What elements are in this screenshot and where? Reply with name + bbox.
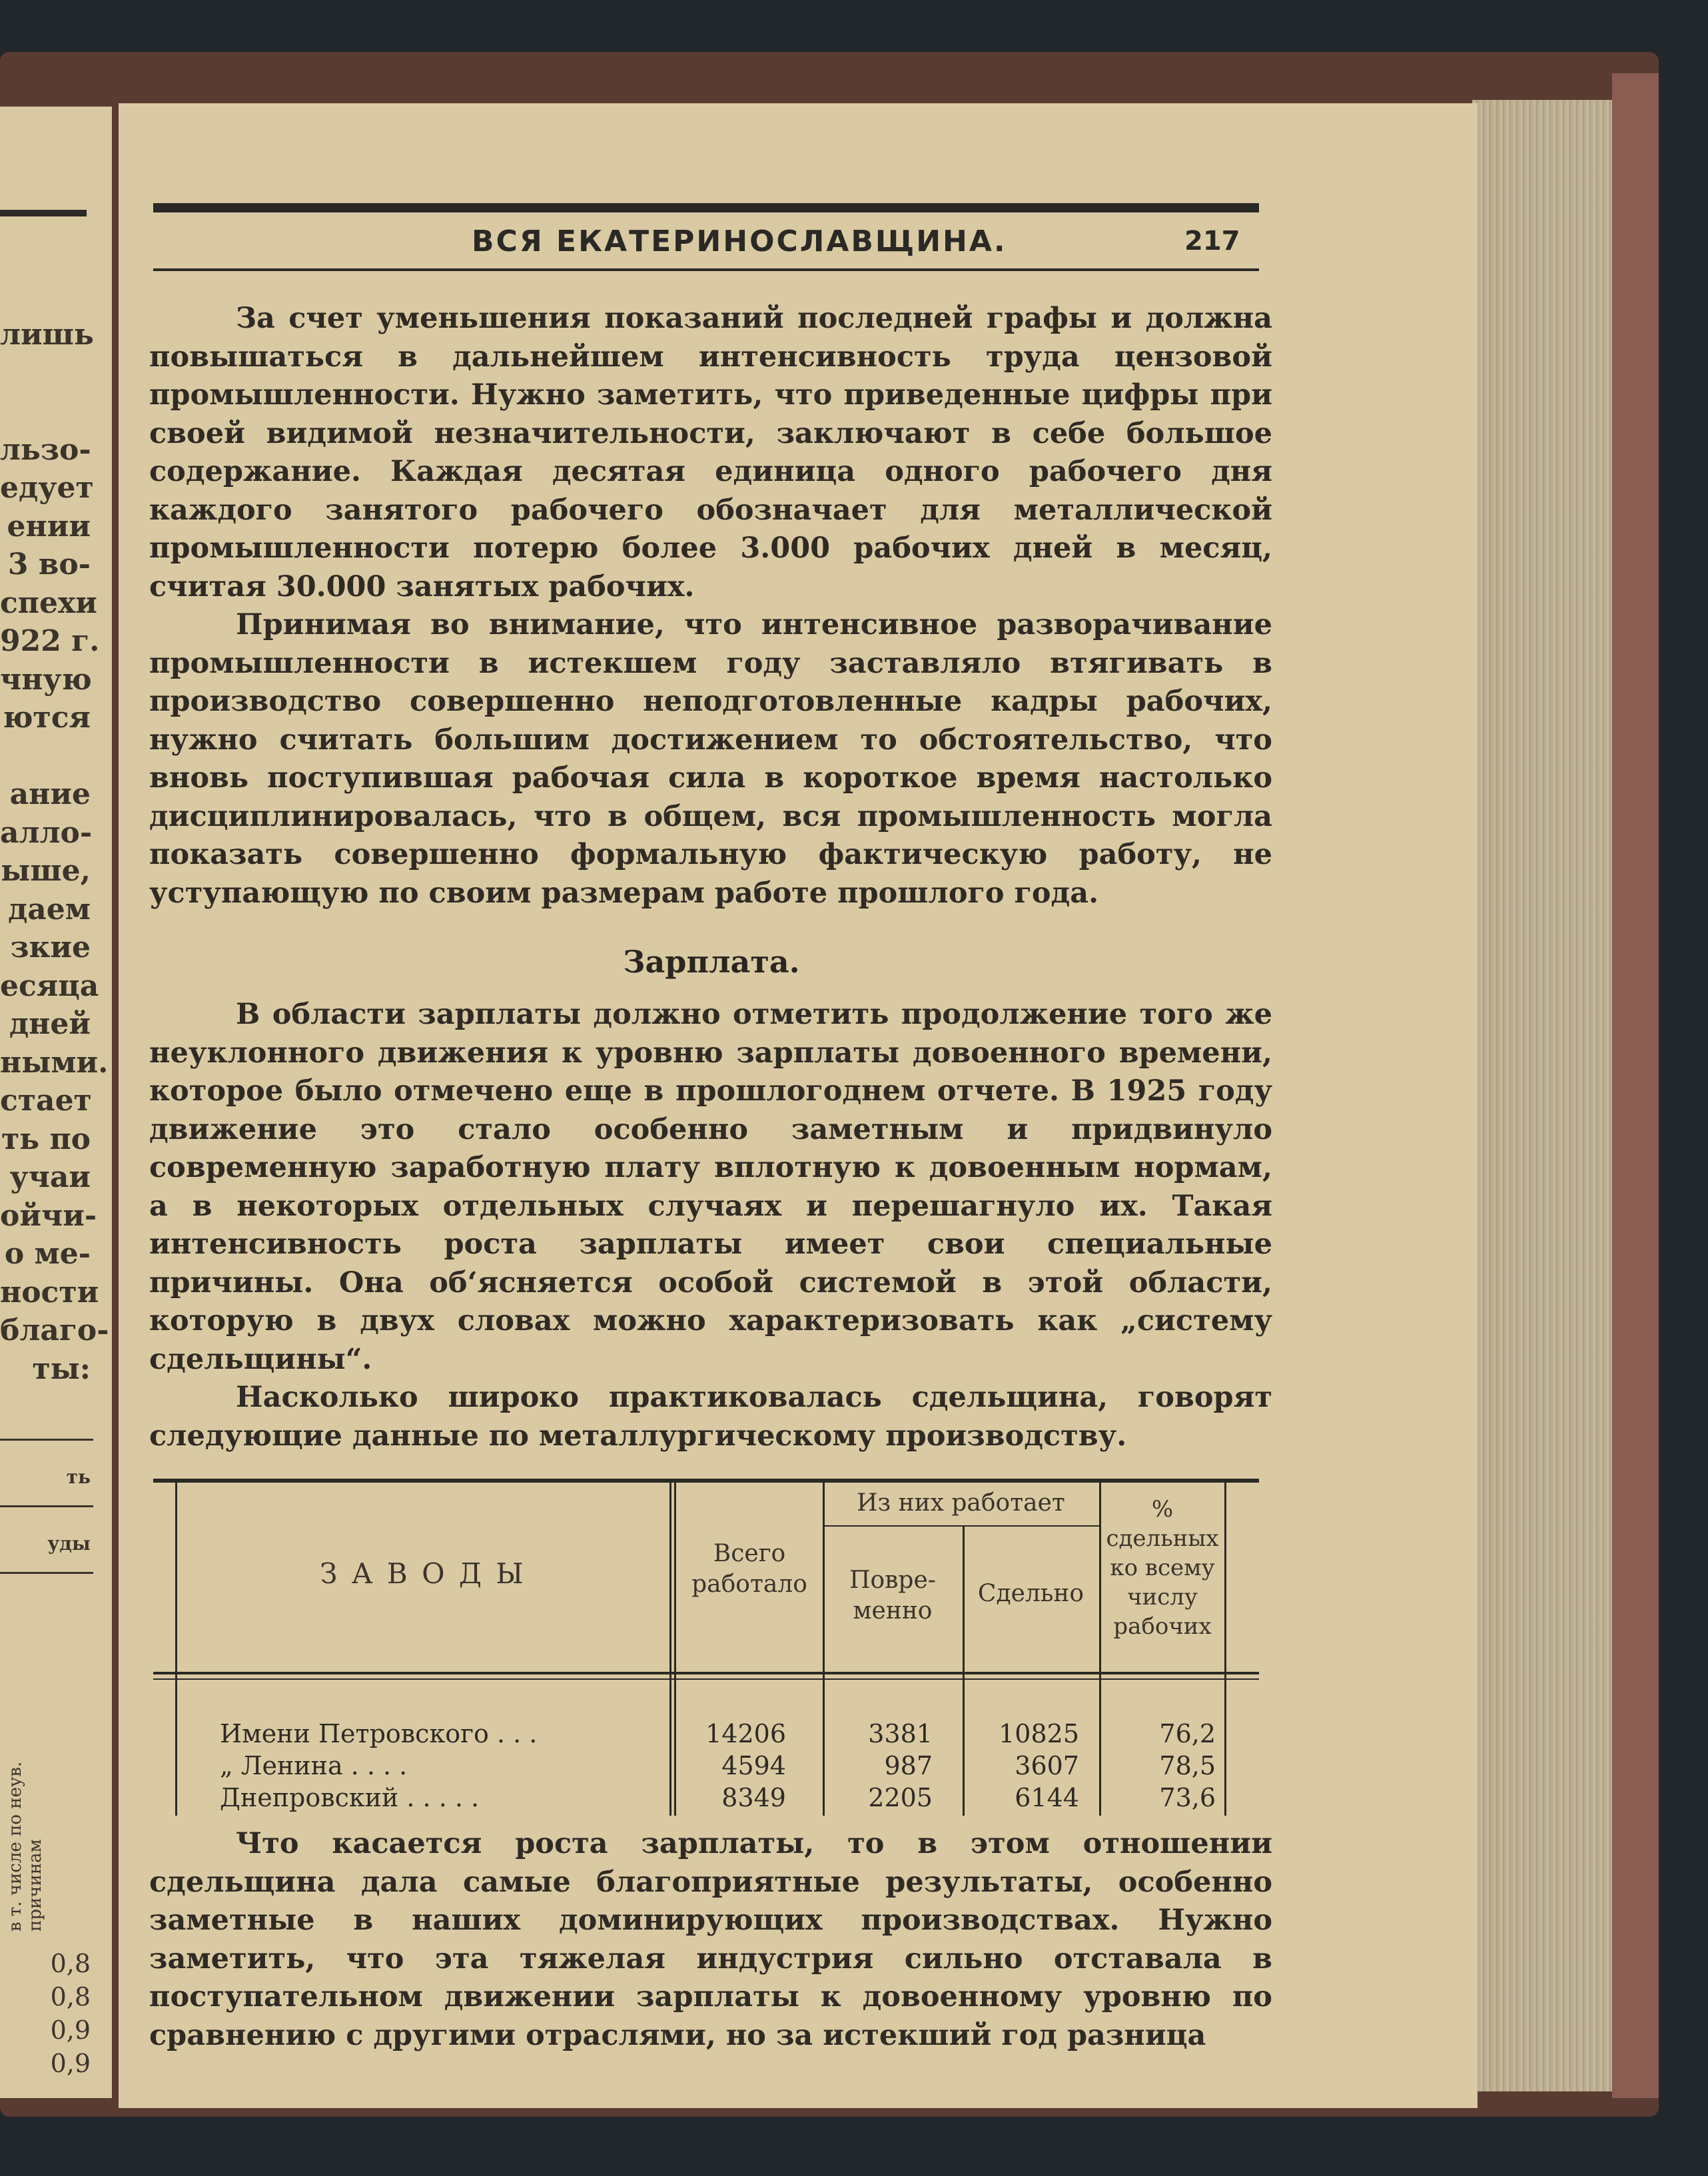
- left-page-line: спехи: [0, 585, 97, 620]
- left-table-rule: [0, 1439, 93, 1441]
- table-border: [175, 1483, 177, 1816]
- page-stack-edge: [1472, 100, 1612, 2091]
- left-table-label: уды: [47, 1533, 91, 1555]
- paragraph: Что касается роста зарплаты, то в этом отношении сдельщина дала самые благоприятные результаты, особенно заметные в наших доминирующих производствах. Нужно заметить, что эта тяжелая индустрия сильно отставала в поступательном движении зарплаты к довоенному уровню по сравнению с другими отраслями, но за истекший год разница: [149, 1827, 1272, 2052]
- header-rule: [153, 203, 1259, 212]
- left-page-line: учаи: [9, 1160, 91, 1194]
- cover-edge: [1612, 73, 1659, 2098]
- header-time: Повре-менно: [849, 1567, 936, 1625]
- header-percent: % сдельных ко всему числу рабочих: [1106, 1496, 1219, 1640]
- left-page-line: стает: [0, 1084, 92, 1118]
- left-header-rule: [0, 210, 87, 216]
- left-page-fragment: [0, 107, 112, 2098]
- left-page-line: ойчи-: [0, 1198, 97, 1233]
- running-head: ВСЯ ЕКАТЕРИНОСЛАВЩИНА.: [472, 224, 1007, 258]
- left-page-line: ности: [0, 1275, 99, 1309]
- left-page-line: лишь: [0, 318, 94, 352]
- book-page-217: [119, 103, 1478, 2108]
- table-cell-time: 3381: [868, 1719, 933, 1748]
- table-cell-percent: 76,2: [1159, 1719, 1216, 1748]
- table-border: [963, 1527, 965, 1816]
- paragraph: Принимая во внимание, что интенсивное разворачивание промышленности в истекшем году заставляло втягивать в производство совершенно неподготовленные кадры рабочих, нужно считать большим достижением то обстоятельство, что вновь поступившая рабочая сила в короткое время настолько дисциплинировалась, что в общем, вся промышленность могла показать совершенно формальную фактическую работу, не уступающую по своим размерам работе прошлого года.: [149, 608, 1272, 910]
- paragraph: За счет уменьшения показаний последней графы и должна повышаться в дальнейшем интенсивность труда цензовой промышленности. Нужно заметить, что приведенные цифры при своей видимой незначительности, заключают в себе большое содержание. Каждая десятая единица одного рабочего дня каждого занятого рабочего обозначает для металлической промышленности потерю более 3.000 рабочих дней в месяц, считая 30.000 занятых рабочих.: [149, 302, 1272, 603]
- left-page-line: о ме-: [4, 1237, 91, 1271]
- table-cell-total: 14206: [705, 1719, 786, 1748]
- left-page-line: льзо-: [0, 432, 91, 467]
- left-table-rule: [0, 1505, 93, 1507]
- left-page-line: есяца: [0, 968, 99, 1003]
- left-page-line: чную: [0, 662, 92, 697]
- paragraph: Насколько широко практиковалась сдельщина, говорят следующие данные по металлургическому производству.: [149, 1381, 1272, 1453]
- left-page-line: ть по: [1, 1122, 91, 1156]
- table-cell-percent: 78,5: [1159, 1751, 1216, 1780]
- left-page-line: 922 г.: [0, 624, 100, 658]
- table-border: [823, 1483, 825, 1816]
- table-rule: [153, 1678, 1259, 1680]
- left-page-line: ание: [9, 777, 91, 811]
- left-table-value: 0,9: [50, 2015, 91, 2045]
- table-cell-time: 2205: [868, 1783, 933, 1812]
- table-cell-name: Днепровский . . . . .: [220, 1783, 480, 1812]
- left-page-line: благо-: [0, 1313, 109, 1347]
- left-page-line: едует: [0, 471, 94, 505]
- header-piece: Сдельно: [977, 1580, 1084, 1607]
- table-border: [1099, 1483, 1101, 1816]
- table-cell-total: 8349: [721, 1783, 786, 1812]
- table-rule: [823, 1525, 1099, 1527]
- left-table-value: 0,8: [50, 1982, 91, 2011]
- left-table-rotated-label: в т. числе по неув. причинам: [5, 1761, 45, 1932]
- left-table-label: ть: [66, 1466, 91, 1488]
- left-page-line: даем: [7, 892, 91, 926]
- left-table-value: 0,8: [50, 1949, 91, 1978]
- table-cell-time: 987: [884, 1751, 933, 1780]
- table-rule: [153, 1672, 1259, 1674]
- paragraph: В области зарплаты должно отметить продолжение того же неуклонного движения к уровню зарплаты довоенного времени, которое было отмечено еще в прошлогоднем отчете. В 1925 году движение это стало особенно заметным и придвинуло современную заработную плату вплотную к довоенным нормам, а в некоторых отдельных случаях и перешагнуло их. Такая интенсивность роста зарплаты имеет свои специальные причины. Она об‘ясняется особой системой в этой области, которую в двух словах можно характеризовать как „систему сдельщины“.: [149, 998, 1272, 1376]
- table-cell-piece: 3607: [1015, 1751, 1079, 1780]
- page-number: 217: [1184, 226, 1240, 256]
- header-plants: З А В О Д Ы: [320, 1557, 526, 1590]
- table-cell-name: Имени Петровского . . .: [220, 1719, 538, 1748]
- table-cell-percent: 73,6: [1159, 1783, 1216, 1812]
- header-rule: [153, 268, 1259, 271]
- table-cell-name: „ Ленина . . . .: [220, 1751, 408, 1780]
- left-page-line: ются: [3, 701, 91, 735]
- left-page-line: ты:: [32, 1351, 91, 1386]
- piecework-table: [153, 1479, 1259, 1822]
- table-cell-total: 4594: [721, 1751, 786, 1780]
- table-cell-piece: 10825: [999, 1719, 1079, 1748]
- left-page-line: алло-: [0, 815, 93, 850]
- body-text-top: [149, 300, 1272, 912]
- section-heading: Зарплата.: [623, 944, 800, 980]
- left-page-line: ыше,: [1, 854, 91, 888]
- table-border: [1224, 1483, 1226, 1816]
- body-text-middle: [149, 996, 1272, 1455]
- left-page-line: ении: [7, 509, 91, 544]
- left-table-value: 0,9: [50, 2049, 91, 2078]
- left-page-line: 3 во-: [7, 547, 91, 581]
- left-page-line: дней: [9, 1007, 91, 1041]
- left-page-line: зкие: [10, 930, 91, 964]
- left-table-rule: [0, 1572, 93, 1574]
- left-page-line: ными.: [0, 1045, 109, 1080]
- header-total: Всего работало: [691, 1540, 807, 1598]
- table-rule: [153, 1479, 1259, 1483]
- body-text-bottom: [149, 1825, 1272, 2055]
- header-group: Из них работает: [857, 1489, 1065, 1517]
- table-cell-piece: 6144: [1015, 1783, 1079, 1812]
